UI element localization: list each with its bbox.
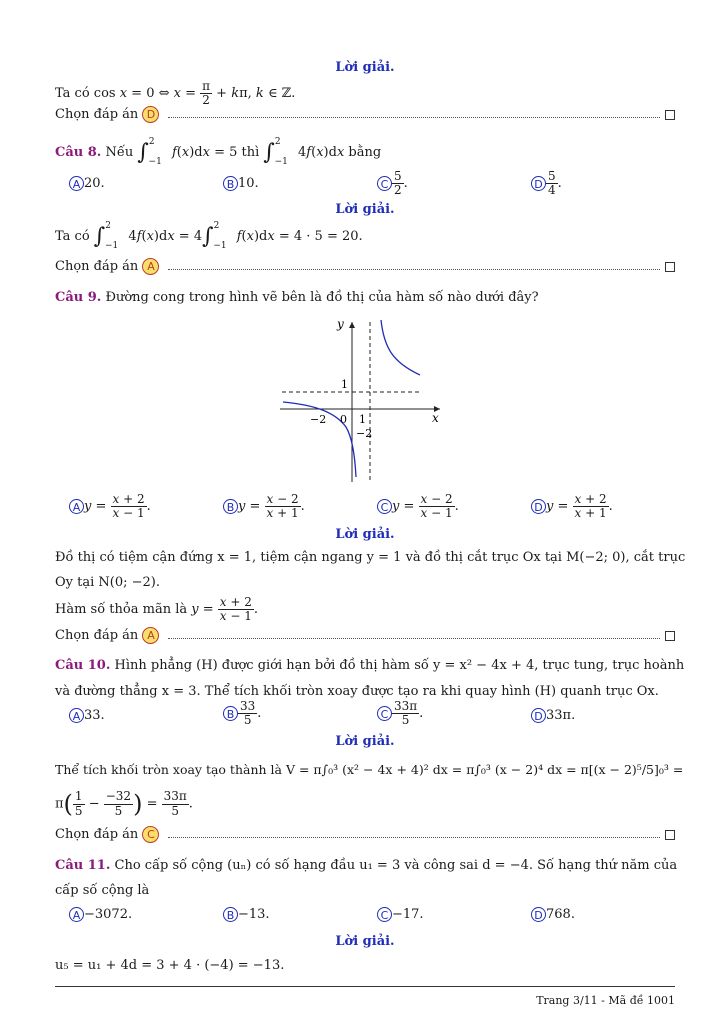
dotted-leader: [168, 625, 660, 639]
q9-option-c[interactable]: C y = $\frac{x - 2}{x - 1}$ .: [377, 493, 459, 520]
q11-option-a[interactable]: A −3072.: [69, 907, 132, 922]
q11-option-d[interactable]: D 768.: [531, 907, 575, 922]
q10-choose-line: Chọn đáp án C: [55, 826, 159, 843]
q10-answer-badge: C: [142, 826, 159, 843]
q9-solution-line3: Hàm số thỏa mãn là y = $\frac{x + 2}{x - 1}$ .: [55, 595, 259, 624]
solution-header: Lời giải.: [335, 527, 395, 542]
q7-solution-line: Ta có cos x = 0 ⇔ x = $\frac{\pi}{2}$ + kπ, k ∈ ℤ.: [55, 79, 296, 108]
tick-minus2-x: −2: [310, 413, 327, 426]
q10-solution-line1: Thể tích khối tròn xoay tạo thành là V = π∫₀³ (x² − 4x + 4)² dx = π∫₀³ (x − 2)⁴ dx = π[(x − 2)⁵/5]₀³ =: [55, 762, 684, 777]
solution-header: Lời giải.: [335, 934, 395, 949]
q9-choose-line: Chọn đáp án A: [55, 627, 159, 644]
q8-answer-badge: A: [142, 258, 159, 275]
q8-choose-line: Chọn đáp án A: [55, 258, 159, 275]
q10-option-c[interactable]: C $\frac{33\pi}{5}$ .: [377, 700, 423, 727]
choose-label: Chọn đáp án: [55, 107, 139, 122]
q10-stem-line1: Câu 10. Hình phẳng (H) được giới hạn bởi đồ thị hàm số y = x² − 4x + 4, trục tung, trục hoành: [55, 658, 685, 673]
q8-option-b[interactable]: B 10.: [223, 176, 259, 191]
q9-option-d[interactable]: D y = $\frac{x + 2}{x + 1}$ .: [531, 493, 613, 520]
qed-box: [665, 110, 675, 120]
q9-stem: Câu 9. Đường cong trong hình vẽ bên là đồ thị của hàm số nào dưới đây?: [55, 290, 539, 305]
q11-option-c[interactable]: C −17.: [377, 907, 424, 922]
q9-answer-badge: A: [142, 627, 159, 644]
q9-solution-line1: Đồ thị có tiệm cận đứng x = 1, tiệm cận ngang y = 1 và đồ thị cắt trục Ox tại M(−2; 0), cắt trục: [55, 550, 686, 565]
dotted-leader: [168, 104, 660, 118]
tick-1-x: 1: [359, 413, 366, 426]
q9-graph: [280, 312, 460, 484]
q10-option-b[interactable]: B $\frac{33}{5}$ .: [223, 700, 261, 727]
q10-option-a[interactable]: A 33.: [69, 708, 105, 723]
q11-solution-line: u₅ = u₁ + 4d = 3 + 4 · (−4) = −13.: [55, 958, 285, 973]
dotted-leader: [168, 256, 660, 270]
q10-option-d[interactable]: D 33π.: [531, 708, 575, 723]
q9-solution-line2: Oy tại N(0; −2).: [55, 575, 160, 590]
x-axis-label: x: [432, 411, 439, 425]
q10-stem-line2: và đường thẳng x = 3. Thể tích khối tròn xoay được tạo ra khi quay hình (H) quanh trục Ox.: [55, 684, 659, 699]
q8-stem: Câu 8. Nếu ∫$^2_{-1}$ f(x)dx = 5 thì ∫$^2_{-1}$ 4f(x)dx bằng: [55, 137, 382, 167]
solution-header: Lời giải.: [335, 202, 395, 217]
q8-solution-line: Ta có ∫$^2_{-1}$ 4f(x)dx = 4∫$^2_{-1}$ f(x)dx = 4 · 5 = 20.: [55, 221, 363, 251]
origin-label: 0: [340, 413, 347, 426]
dotted-leader: [168, 824, 660, 838]
solution-header: Lời giải.: [335, 734, 395, 749]
q10-solution-line2: π( $\frac{1}{5}$ − $\frac{-32}{5}$ ) = $\frac{33\pi}{5}$ .: [55, 789, 193, 818]
qed-box: [665, 830, 675, 840]
tick-minus2-y: −2: [356, 427, 373, 440]
q7-answer-badge: D: [142, 106, 159, 123]
qed-box: [665, 631, 675, 641]
footer-rule: [55, 986, 675, 987]
q9-option-b[interactable]: B y = $\frac{x - 2}{x + 1}$ .: [223, 493, 305, 520]
q8-number: Câu 8.: [55, 145, 102, 160]
q9-option-a[interactable]: A y = $\frac{x + 2}{x - 1}$ .: [69, 493, 151, 520]
q11-stem-line2: cấp số cộng là: [55, 883, 150, 898]
exam-page: [55, 0, 686, 1024]
tick-1-y: 1: [341, 378, 348, 391]
q8-option-a[interactable]: A 20.: [69, 176, 105, 191]
y-axis-label: y: [337, 317, 344, 331]
page-footer: Trang 3/11 - Mã đề 1001: [536, 994, 675, 1007]
q11-option-b[interactable]: B −13.: [223, 907, 270, 922]
q7-choose-line: [55, 106, 159, 123]
qed-box: [665, 262, 675, 272]
q8-option-d[interactable]: D $\frac{5}{4}$ .: [531, 170, 562, 197]
q11-stem-line1: Câu 11. Cho cấp số cộng (uₙ) có số hạng đầu u₁ = 3 và công sai d = −4. Số hạng thứ năm của: [55, 858, 678, 873]
q8-option-c[interactable]: C $\frac{5}{2}$ .: [377, 170, 408, 197]
solution-header: Lời giải.: [335, 60, 395, 75]
